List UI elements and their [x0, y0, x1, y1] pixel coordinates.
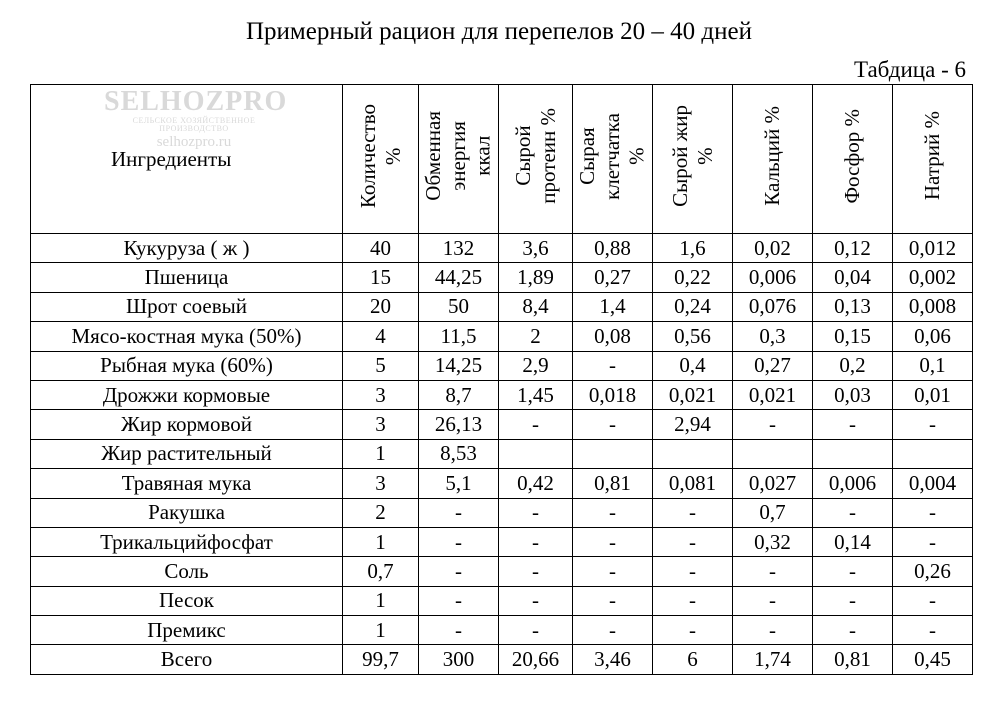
cell-fat — [653, 439, 733, 468]
cell-quantity: 1 — [343, 439, 419, 468]
cell-calcium: 0,3 — [733, 322, 813, 351]
cell-protein: 1,45 — [499, 380, 573, 409]
header-fat-l1: Сырой жир — [667, 105, 692, 207]
header-sodium-l1: Натрий % — [920, 111, 945, 201]
cell-phosphorus: 0,81 — [813, 645, 893, 674]
table-row — [31, 263, 973, 292]
cell-calcium: 0,021 — [733, 380, 813, 409]
cell-sodium: - — [893, 410, 973, 439]
header-energy-l3: ккал — [470, 135, 495, 177]
cell-protein: 8,4 — [499, 292, 573, 321]
cell-fiber: - — [573, 616, 653, 645]
header-quantity-l1: Количество — [355, 103, 380, 209]
cell-calcium: 0,006 — [733, 263, 813, 292]
ingredient-name: Шрот соевый — [31, 292, 343, 321]
cell-quantity: 5 — [343, 351, 419, 380]
table-row — [31, 557, 973, 586]
cell-phosphorus: 0,13 — [813, 292, 893, 321]
cell-quantity: 2 — [343, 498, 419, 527]
header-ingredients: Ингредиенты — [31, 85, 343, 234]
cell-fat: - — [653, 527, 733, 556]
cell-phosphorus: 0,12 — [813, 234, 893, 263]
ingredient-name: Песок — [31, 586, 343, 615]
cell-protein: - — [499, 410, 573, 439]
ingredient-name: Жир кормовой — [31, 410, 343, 439]
ingredient-name: Ракушка — [31, 498, 343, 527]
header-phosphorus — [813, 85, 893, 234]
cell-fiber: 0,08 — [573, 322, 653, 351]
cell-phosphorus: 0,14 — [813, 527, 893, 556]
cell-fat: 1,6 — [653, 234, 733, 263]
header-protein — [499, 85, 573, 234]
header-fat-l2: % — [692, 147, 717, 165]
ingredient-name: Рыбная мука (60%) — [31, 351, 343, 380]
cell-energy: 132 — [419, 234, 499, 263]
table-row — [31, 527, 973, 556]
ingredient-name: Мясо-костная мука (50%) — [31, 322, 343, 351]
ingredient-name: Пшеница — [31, 263, 343, 292]
cell-fat: - — [653, 557, 733, 586]
cell-calcium: 0,02 — [733, 234, 813, 263]
cell-sodium: 0,01 — [893, 380, 973, 409]
cell-protein: 0,42 — [499, 469, 573, 498]
cell-fiber: 0,88 — [573, 234, 653, 263]
cell-fat: 0,4 — [653, 351, 733, 380]
cell-energy: 5,1 — [419, 469, 499, 498]
cell-quantity: 3 — [343, 410, 419, 439]
cell-protein: 1,89 — [499, 263, 573, 292]
watermark-sub: СЕЛЬСКОЕ ХОЗЯЙСТВЕННОЕ ПРОИЗВОДСТВО — [132, 116, 256, 133]
cell-calcium: 0,27 — [733, 351, 813, 380]
cell-calcium: 1,74 — [733, 645, 813, 674]
cell-sodium: 0,06 — [893, 322, 973, 351]
cell-calcium: - — [733, 410, 813, 439]
cell-sodium: 0,012 — [893, 234, 973, 263]
cell-fat: 0,22 — [653, 263, 733, 292]
header-fiber-l3: % — [624, 147, 649, 165]
ingredient-name: Премикс — [31, 616, 343, 645]
cell-energy: 14,25 — [419, 351, 499, 380]
cell-phosphorus: - — [813, 586, 893, 615]
table-row — [31, 498, 973, 527]
header-quantity — [343, 85, 419, 234]
cell-fiber: 0,27 — [573, 263, 653, 292]
table-row — [31, 469, 973, 498]
cell-protein: 20,66 — [499, 645, 573, 674]
cell-energy: - — [419, 527, 499, 556]
ingredient-name: Кукуруза ( ж ) — [31, 234, 343, 263]
ration-table — [30, 84, 973, 675]
cell-energy: 44,25 — [419, 263, 499, 292]
table-row — [31, 410, 973, 439]
cell-energy: - — [419, 616, 499, 645]
cell-fiber: - — [573, 586, 653, 615]
cell-quantity: 1 — [343, 527, 419, 556]
cell-calcium: - — [733, 616, 813, 645]
watermark-main: SELHOZPRO — [104, 86, 288, 117]
cell-sodium: 0,26 — [893, 557, 973, 586]
cell-fiber: - — [573, 498, 653, 527]
ingredient-name: Жир растительный — [31, 439, 343, 468]
cell-phosphorus: 0,006 — [813, 469, 893, 498]
cell-phosphorus — [813, 439, 893, 468]
cell-fat: 0,24 — [653, 292, 733, 321]
cell-quantity: 4 — [343, 322, 419, 351]
cell-phosphorus: - — [813, 410, 893, 439]
cell-quantity: 15 — [343, 263, 419, 292]
cell-fat: 6 — [653, 645, 733, 674]
cell-fiber: - — [573, 351, 653, 380]
cell-fat: 0,081 — [653, 469, 733, 498]
cell-calcium: 0,076 — [733, 292, 813, 321]
cell-fat: 0,56 — [653, 322, 733, 351]
cell-fiber: 0,018 — [573, 380, 653, 409]
cell-sodium: 0,004 — [893, 469, 973, 498]
cell-fiber: 1,4 — [573, 292, 653, 321]
header-fiber — [573, 85, 653, 234]
ingredient-name: Травяная мука — [31, 469, 343, 498]
cell-fiber: 3,46 — [573, 645, 653, 674]
cell-quantity: 3 — [343, 380, 419, 409]
cell-fat: - — [653, 586, 733, 615]
table-number: Табдица - 6 — [853, 57, 966, 82]
cell-quantity: 1 — [343, 586, 419, 615]
header-energy-l1: Обменная — [421, 111, 446, 201]
header-protein-l2: протеин % — [535, 108, 560, 204]
cell-quantity: 20 — [343, 292, 419, 321]
ingredient-name: Дрожжи кормовые — [31, 380, 343, 409]
page-title: Примерный рацион для перепелов 20 – 40 дней — [246, 18, 752, 45]
cell-protein: 3,6 — [499, 234, 573, 263]
table-row — [31, 380, 973, 409]
cell-phosphorus: - — [813, 498, 893, 527]
cell-sodium: - — [893, 527, 973, 556]
header-fiber-l2: клетчатка — [600, 112, 625, 200]
cell-fat: 2,94 — [653, 410, 733, 439]
cell-protein: - — [499, 498, 573, 527]
cell-sodium: 0,1 — [893, 351, 973, 380]
cell-energy: 50 — [419, 292, 499, 321]
cell-phosphorus: 0,15 — [813, 322, 893, 351]
header-row — [31, 85, 973, 234]
cell-fiber: - — [573, 410, 653, 439]
cell-quantity: 1 — [343, 616, 419, 645]
cell-fat: - — [653, 498, 733, 527]
ingredient-name: Трикальцийфосфат — [31, 527, 343, 556]
cell-energy: - — [419, 557, 499, 586]
table-row — [31, 586, 973, 615]
cell-energy: 300 — [419, 645, 499, 674]
cell-sodium — [893, 439, 973, 468]
cell-sodium: - — [893, 498, 973, 527]
cell-energy: - — [419, 586, 499, 615]
cell-energy: 8,53 — [419, 439, 499, 468]
cell-calcium: - — [733, 586, 813, 615]
cell-protein: - — [499, 557, 573, 586]
header-phosphorus-l1: Фосфор % — [840, 108, 865, 204]
header-quantity-l2: % — [380, 147, 405, 165]
cell-quantity: 40 — [343, 234, 419, 263]
table-row — [31, 439, 973, 468]
cell-phosphorus: - — [813, 557, 893, 586]
cell-sodium: 0,45 — [893, 645, 973, 674]
cell-fiber — [573, 439, 653, 468]
cell-energy: 26,13 — [419, 410, 499, 439]
cell-calcium: 0,027 — [733, 469, 813, 498]
cell-fiber: - — [573, 557, 653, 586]
table-body — [31, 234, 973, 675]
header-calcium-l1: Кальций % — [760, 106, 785, 206]
cell-protein: - — [499, 527, 573, 556]
cell-phosphorus: - — [813, 616, 893, 645]
cell-phosphorus: 0,03 — [813, 380, 893, 409]
cell-protein — [499, 439, 573, 468]
table-row — [31, 234, 973, 263]
cell-phosphorus: 0,2 — [813, 351, 893, 380]
header-calcium — [733, 85, 813, 234]
table-row — [31, 616, 973, 645]
cell-sodium: 0,002 — [893, 263, 973, 292]
table-row — [31, 645, 973, 674]
cell-calcium: - — [733, 557, 813, 586]
cell-fat: 0,021 — [653, 380, 733, 409]
cell-energy: - — [419, 498, 499, 527]
header-fiber-l1: Сырая — [575, 127, 600, 185]
ingredient-name: Соль — [31, 557, 343, 586]
table-row — [31, 322, 973, 351]
cell-quantity: 3 — [343, 469, 419, 498]
cell-protein: - — [499, 586, 573, 615]
header-sodium — [893, 85, 973, 234]
table-row — [31, 351, 973, 380]
header-protein-l1: Сырой — [510, 125, 535, 187]
cell-fiber: 0,81 — [573, 469, 653, 498]
cell-protein: 2,9 — [499, 351, 573, 380]
cell-quantity: 99,7 — [343, 645, 419, 674]
cell-protein: 2 — [499, 322, 573, 351]
cell-energy: 11,5 — [419, 322, 499, 351]
header-fat — [653, 85, 733, 234]
cell-phosphorus: 0,04 — [813, 263, 893, 292]
cell-fiber: - — [573, 527, 653, 556]
table-row — [31, 292, 973, 321]
cell-calcium: 0,7 — [733, 498, 813, 527]
cell-quantity: 0,7 — [343, 557, 419, 586]
header-energy — [419, 85, 499, 234]
watermark-url: selhozpro.ru — [156, 134, 232, 150]
cell-energy: 8,7 — [419, 380, 499, 409]
header-energy-l2: энергия — [446, 121, 471, 191]
cell-sodium: 0,008 — [893, 292, 973, 321]
cell-sodium: - — [893, 586, 973, 615]
cell-calcium: 0,32 — [733, 527, 813, 556]
cell-protein: - — [499, 616, 573, 645]
cell-fat: - — [653, 616, 733, 645]
cell-calcium — [733, 439, 813, 468]
cell-sodium: - — [893, 616, 973, 645]
ingredient-name: Всего — [31, 645, 343, 674]
